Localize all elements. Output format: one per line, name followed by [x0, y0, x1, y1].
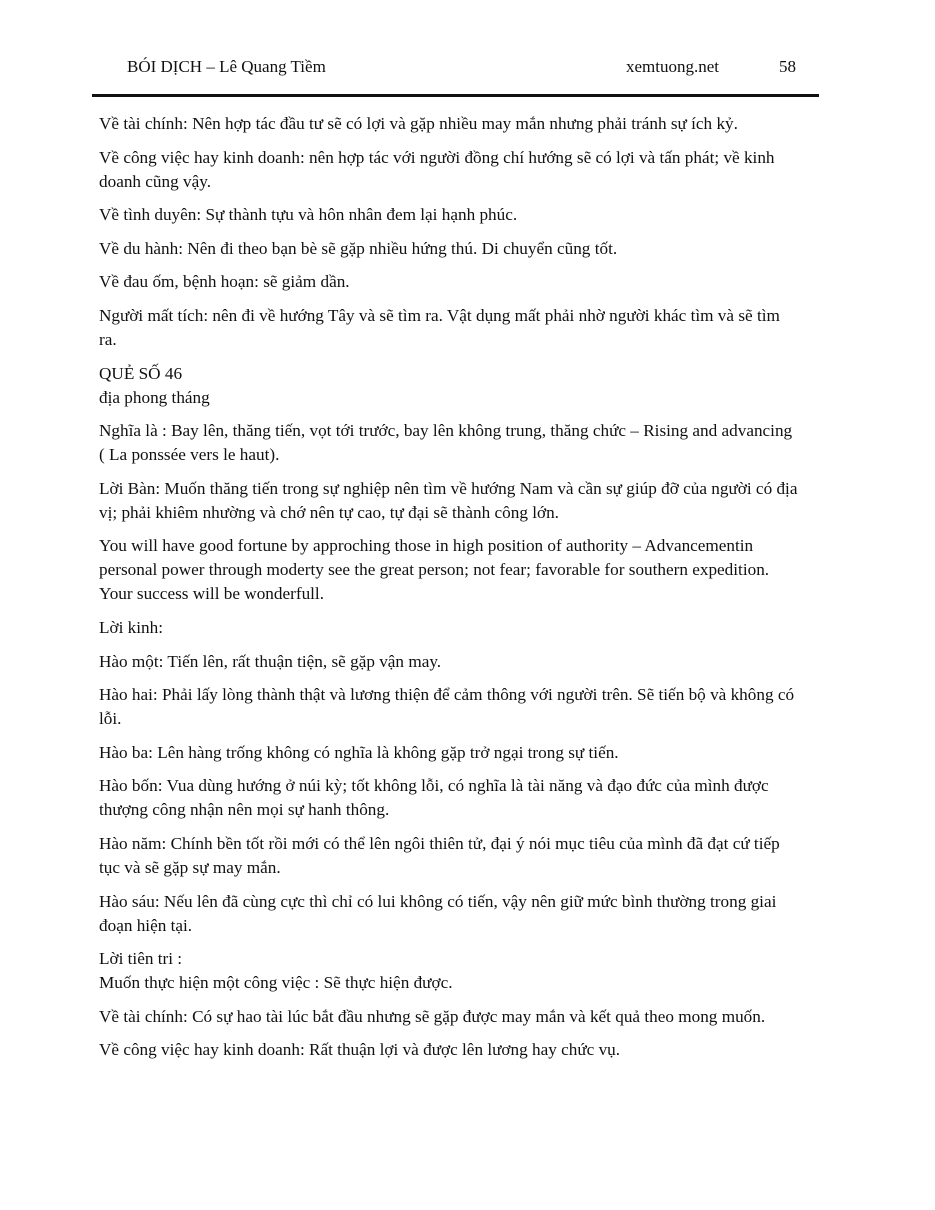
- page-header: [0, 57, 935, 81]
- paragraph-finance: Về tài chính: Nên hợp tác đầu tư sẽ có lợi và gặp nhiều may mắn nhưng phải tránh sự ích kỷ.: [99, 114, 738, 133]
- paragraph-line-3: Hào ba: Lên hàng trống không có nghĩa là không gặp trở ngại trong sự tiến.: [99, 742, 619, 762]
- paragraph-finance-2: Về tài chính: Có sự hao tài lúc bắt đầu nhưng sẽ gặp được may mắn và kết quả theo mong muốn.: [99, 1006, 766, 1026]
- hexagram-name: địa phong tháng: [99, 387, 210, 407]
- paragraph-commentary: Lời Bàn: Muốn thăng tiến trong sự nghiệp nên tìm về hướng Nam và cần sự giúp đỡ của người có địa vị; phải khiêm nhường và chớ nên tự cao, tự đại sẽ thành công lớn.: [99, 478, 798, 522]
- section-heading: QUẺ SỐ 46: [99, 363, 183, 383]
- page-number: 58: [779, 57, 796, 76]
- paragraph-line-1: Hào một: Tiến lên, rất thuận tiện, sẽ gặp vận may.: [99, 651, 442, 671]
- paragraph-line-2: Hào hai: Phải lấy lòng thành thật và lương thiện để cảm thông với người trên. Sẽ tiến bộ và không có lỗi.: [99, 685, 795, 729]
- page-body: [99, 112, 799, 1072]
- header-divider: [92, 94, 819, 97]
- paragraph-missing-person: Người mất tích: nên đi về hướng Tây và sẽ tìm ra. Vật dụng mất phải nhờ người khác tìm và sẽ tìm ra.: [99, 305, 780, 349]
- paragraph-line-4: Hào bốn: Vua dùng hướng ở núi kỳ; tốt không lỗi, có nghĩa là tài năng và đạo đức của mình được thượng công nhận nên mọi sự hanh thông.: [99, 776, 769, 820]
- document-title: BÓI DỊCH – Lê Quang Tiềm: [127, 57, 326, 76]
- paragraph-business: Về công việc hay kinh doanh: nên hợp tác với người đồng chí hướng sẽ có lợi và tấn phát; về kinh doanh cũng vậy.: [99, 147, 775, 191]
- paragraph-business-2: Về công việc hay kinh doanh: Rất thuận lợi và được lên lương hay chức vụ.: [99, 1040, 621, 1060]
- paragraph-line-5: Hào năm: Chính bền tốt rồi mới có thể lên ngôi thiên tử, đại ý nói mục tiêu của mình đã đạt cứ tiếp tục và sẽ gặp sự may mắn.: [99, 833, 780, 877]
- prophecy-heading: Lời tiên tri :: [99, 949, 183, 969]
- website-name: xemtuong.net: [626, 57, 720, 76]
- paragraph-meaning: Nghĩa là : Bay lên, thăng tiến, vọt tới trước, bay lên không trung, thăng chức – Rising and advancing ( La ponssée vers le haut).: [99, 421, 793, 465]
- paragraph-line-6: Hào sáu: Nếu lên đã cùng cực thì chỉ có lui không có tiến, vậy nên giữ mức bình thường trong giai đoạn hiện tại.: [99, 891, 777, 935]
- paragraph-scripture-heading: Lời kinh:: [99, 617, 163, 637]
- paragraph-illness: Về đau ốm, bệnh hoạn: sẽ giảm dần.: [99, 272, 350, 292]
- paragraph-undertaking: Muốn thực hiện một công việc : Sẽ thực hiện được.: [99, 973, 453, 993]
- paragraph-travel: Về du hành: Nên đi theo bạn bè sẽ gặp nhiều hứng thú. Di chuyển cũng tốt.: [99, 238, 618, 258]
- paragraph-english: You will have good fortune by approching those in high position of authority – Advancementin personal power through moderty see the great person; not fear; favorable for southern expedition. Your success will be wonderfull.: [99, 536, 770, 604]
- paragraph-love: Về tình duyên: Sự thành tựu và hôn nhân đem lại hạnh phúc.: [99, 205, 518, 225]
